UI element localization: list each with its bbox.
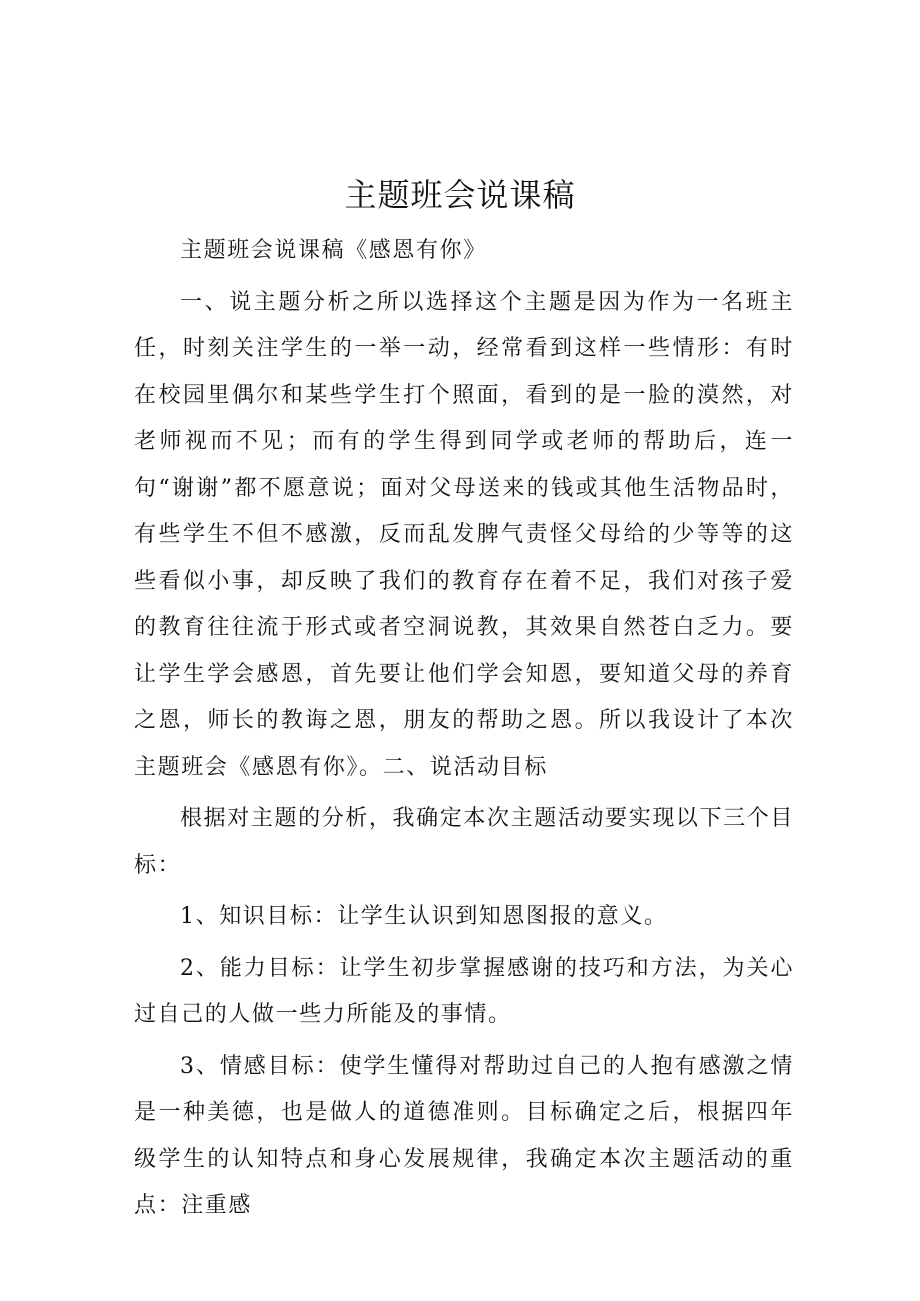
- emotion-objective-paragraph: 3、情感目标：使学生懂得对帮助过自己的人抱有感激之情是一种美德，也是做人的道德准则。目标确定之后，根据四年级学生的认知特点和身心发展规律，我确定本次主题活动的重点：注重感: [134, 1053, 794, 1218]
- objectives-intro-paragraph: 根据对主题的分析，我确定本次主题活动要实现以下三个目标：: [134, 806, 794, 878]
- page-title: 主题班会说课稿: [344, 176, 576, 214]
- document-body: [134, 228, 794, 1230]
- knowledge-objective-paragraph: 1、知识目标：让学生认识到知恩图报的意义。: [180, 904, 668, 929]
- ability-objective-paragraph: 2、能力目标：让学生初步掌握感谢的技巧和方法，为关心过自己的人做一些力所能及的事情。: [134, 955, 794, 1027]
- theme-analysis-paragraph: 一、说主题分析之所以选择这个主题是因为作为一名班主任，时刻关注学生的一举一动，经常看到这样一些情形：有时在校园里偶尔和某些学生打个照面，看到的是一脸的漠然，对老师视而不见；而有的学生得到同学或老师的帮助后，连一句“谢谢”都不愿意说；面对父母送来的钱或其他生活物品时，有些学生不但不感激，反而乱发脾气责怪父母给的少等等的这些看似小事，却反映了我们的教育存在着不足，我们对孩子爱的教育往往流于形式或者空洞说教，其效果自然苍白乏力。要让学生学会感恩，首先要让他们学会知恩，要知道父母的养育之恩，师长的教诲之恩，朋友的帮助之恩。所以我设计了本次主题班会《感恩有你》。二、说活动目标: [134, 289, 794, 780]
- subtitle-paragraph: 主题班会说课稿《感恩有你》: [180, 238, 487, 263]
